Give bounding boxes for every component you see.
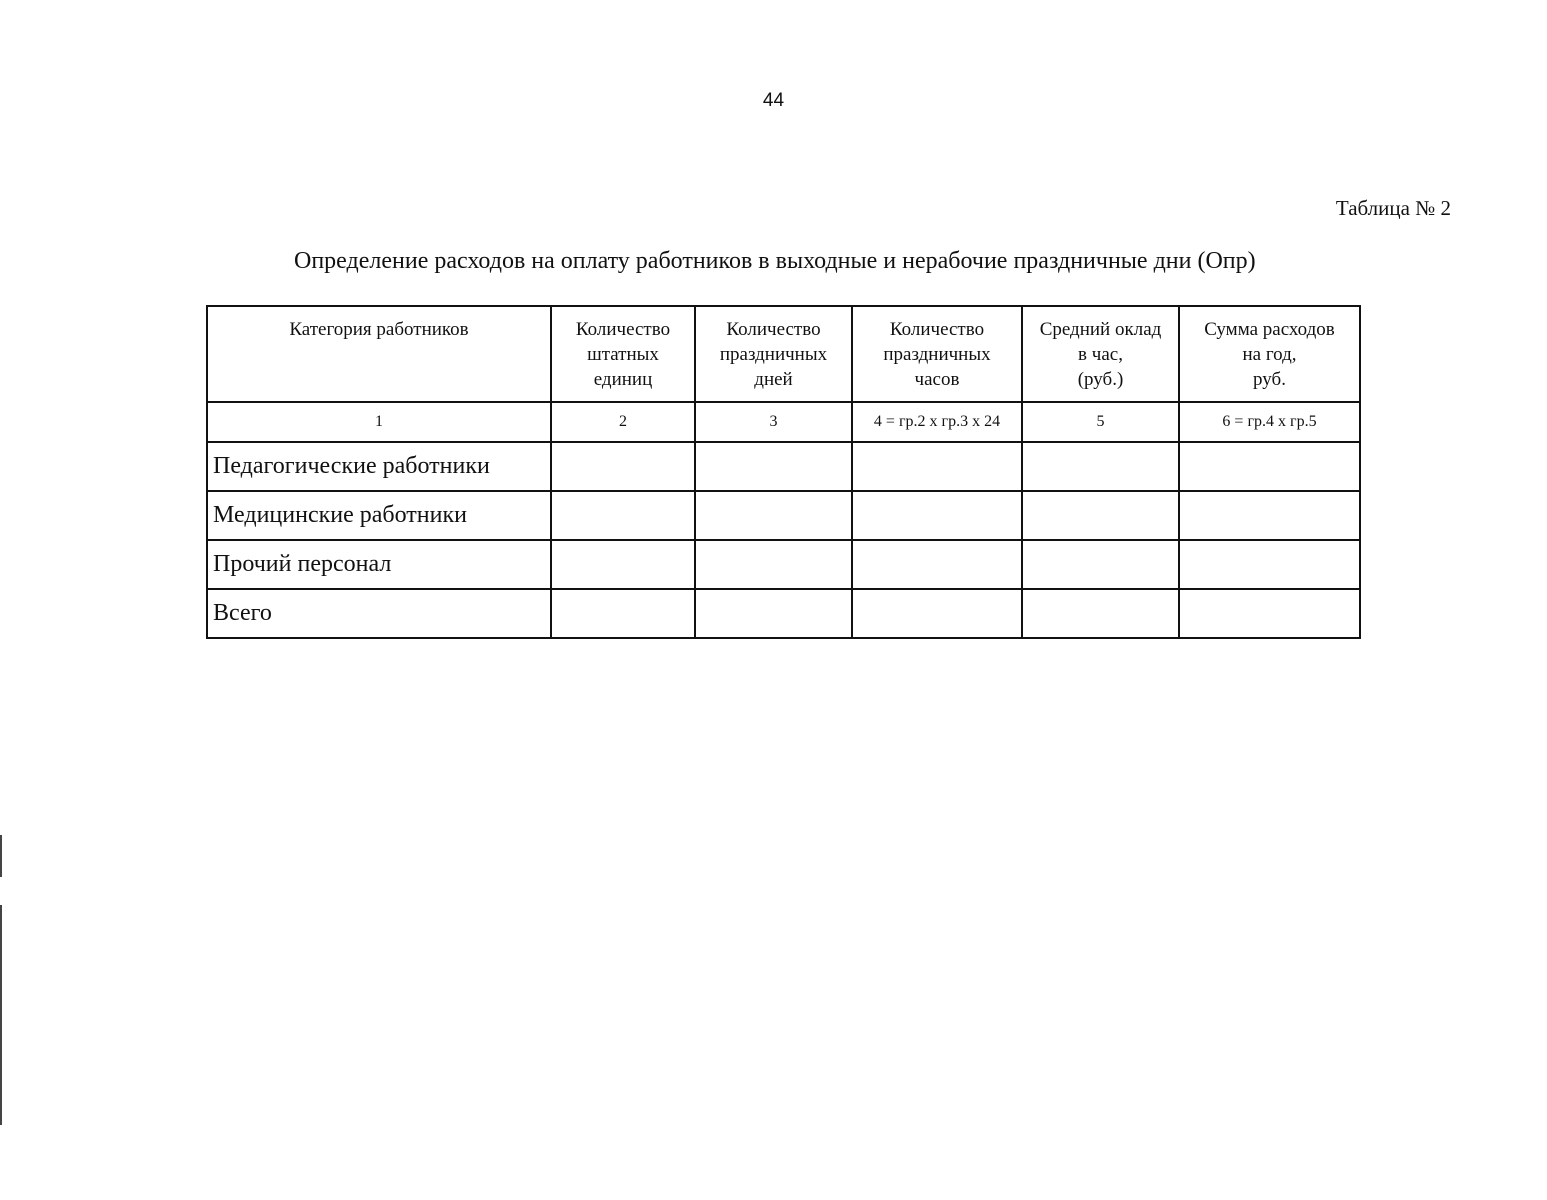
header-row bbox=[207, 306, 1360, 402]
header-text: Средний оклад в час, (руб.) bbox=[1039, 319, 1162, 390]
column-number: 6 = гр.4 х гр.5 bbox=[1179, 402, 1360, 442]
table-cell bbox=[852, 442, 1022, 491]
row-category: Медицинские работники bbox=[207, 491, 551, 540]
table-cell bbox=[695, 540, 852, 589]
header-annual-sum bbox=[1179, 306, 1360, 402]
table-cell bbox=[852, 589, 1022, 638]
row-category: Педагогические работники bbox=[207, 442, 551, 491]
header-text: Количество штатных единиц bbox=[575, 319, 671, 390]
table-row bbox=[207, 442, 1360, 491]
column-number: 1 bbox=[207, 402, 551, 442]
header-text: Количество праздничных дней bbox=[719, 319, 828, 390]
expenses-table bbox=[206, 305, 1361, 639]
table-cell bbox=[551, 442, 695, 491]
scan-edge-mark bbox=[0, 905, 2, 1125]
table-cell bbox=[1179, 491, 1360, 540]
header-holiday-hours bbox=[852, 306, 1022, 402]
scan-edge-mark bbox=[0, 835, 2, 877]
table-cell bbox=[1022, 540, 1179, 589]
column-number: 2 bbox=[551, 402, 695, 442]
table-cell bbox=[1022, 442, 1179, 491]
table-cell bbox=[1022, 589, 1179, 638]
header-holiday-days bbox=[695, 306, 852, 402]
page-number: 44 bbox=[762, 90, 785, 111]
column-number: 5 bbox=[1022, 402, 1179, 442]
header-text: Сумма расходов на год, руб. bbox=[1204, 319, 1335, 390]
table-cell bbox=[1022, 491, 1179, 540]
header-staff-units bbox=[551, 306, 695, 402]
table-cell bbox=[852, 491, 1022, 540]
document-title: Определение расходов на оплату работников в выходные и нерабочие праздничные дни (Опр) bbox=[294, 248, 1256, 274]
row-category: Прочий персонал bbox=[207, 540, 551, 589]
table-cell bbox=[551, 540, 695, 589]
column-number-row bbox=[207, 402, 1360, 442]
table-cell bbox=[1179, 589, 1360, 638]
row-category: Всего bbox=[207, 589, 551, 638]
table-row bbox=[207, 491, 1360, 540]
table-cell bbox=[551, 589, 695, 638]
table-label: Таблица № 2 bbox=[1335, 196, 1451, 220]
table-cell bbox=[852, 540, 1022, 589]
column-number: 4 = гр.2 х гр.3 х 24 bbox=[852, 402, 1022, 442]
table-row-total bbox=[207, 589, 1360, 638]
header-category bbox=[207, 306, 551, 402]
table-cell bbox=[695, 442, 852, 491]
table-cell bbox=[551, 491, 695, 540]
header-text: Количество праздничных часов bbox=[883, 319, 991, 390]
table-row bbox=[207, 540, 1360, 589]
table-cell bbox=[1179, 540, 1360, 589]
header-average-salary bbox=[1022, 306, 1179, 402]
table-cell bbox=[695, 589, 852, 638]
column-number: 3 bbox=[695, 402, 852, 442]
header-text: Категория работников bbox=[289, 319, 469, 340]
table-cell bbox=[1179, 442, 1360, 491]
table-cell bbox=[695, 491, 852, 540]
